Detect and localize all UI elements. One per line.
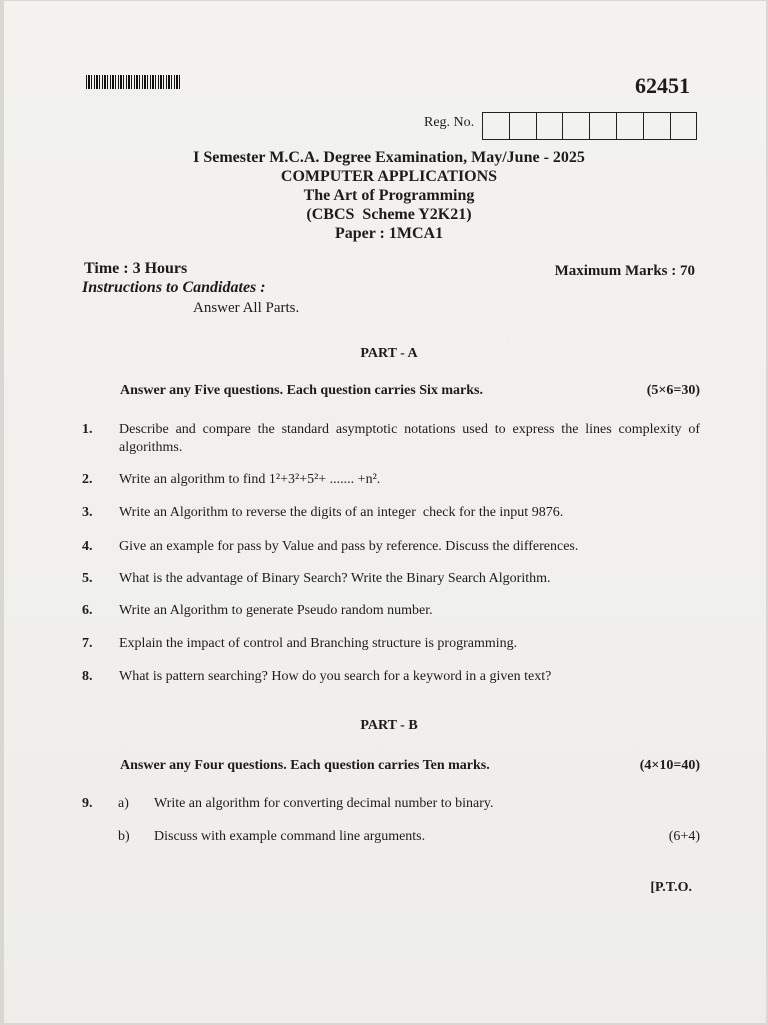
reg-no-label: Reg. No.: [424, 115, 475, 130]
question-number: 5.: [82, 571, 93, 586]
reg-box: [510, 113, 537, 139]
part-b-title: PART - B: [360, 718, 418, 733]
paper-number: Paper : 1MCA1: [334, 225, 444, 242]
question-number: 8.: [82, 669, 93, 684]
exam-header: [4, 148, 768, 243]
subquestion-text: Write an algorithm for converting decimal number to binary.: [154, 796, 494, 811]
reg-box: [671, 113, 697, 139]
question-number: 7.: [82, 636, 93, 651]
time-allowed: Time : 3 Hours: [84, 260, 188, 277]
question-number: 9.: [82, 796, 93, 811]
part-a-title: PART - A: [360, 346, 418, 361]
question-number: 2.: [82, 472, 93, 487]
instructions-label: Instructions to Candidates :: [82, 279, 266, 296]
maximum-marks: Maximum Marks : 70: [554, 263, 695, 279]
barcode: [86, 75, 180, 89]
exam-title: I Semester M.C.A. Degree Examination, May/June - 2025: [193, 149, 585, 166]
part-a-instruction: [120, 383, 700, 399]
question-text: What is the advantage of Binary Search? Write the Binary Search Algorithm.: [119, 571, 551, 586]
exam-paper: [4, 1, 766, 1023]
subquestion-marks: (6+4): [668, 829, 700, 844]
reg-box: [483, 113, 510, 139]
part-b-instruction: [120, 758, 700, 774]
question-number: 1.: [82, 422, 93, 437]
question-text: Explain the impact of control and Branching structure is programming.: [119, 636, 518, 651]
subquestion-label: b): [118, 829, 130, 844]
question-text: What is pattern searching? How do you search for a keyword in a given text?: [119, 669, 552, 684]
reg-box: [590, 113, 617, 139]
scheme: (CBCS Scheme Y2K21): [306, 206, 472, 223]
part-a-instruction-text: Answer any Five questions. Each question carries Six marks.: [120, 383, 483, 398]
subquestion-label: a): [118, 796, 129, 811]
part-b-instruction-text: Answer any Four questions. Each question carries Ten marks.: [120, 758, 490, 773]
reg-no-boxes: [482, 112, 697, 140]
question-number: 4.: [82, 539, 93, 554]
question-number: 3.: [82, 505, 93, 520]
question-text: Write an Algorithm to generate Pseudo random number.: [119, 603, 433, 618]
please-turn-over: [P.T.O.: [650, 880, 692, 895]
reg-box: [563, 113, 590, 139]
question-text: Write an Algorithm to reverse the digits of an integer check for the input 9876.: [119, 505, 564, 520]
part-a-marks: (5×6=30): [646, 383, 700, 398]
question-text: Describe and compare the standard asymptotic notations used to express the lines complexity of algorithms.: [119, 422, 700, 455]
question-text: Write an algorithm to find 1²+3²+5²+ ....... +n².: [119, 472, 381, 487]
reg-box: [537, 113, 564, 139]
reg-box: [644, 113, 671, 139]
course-title: The Art of Programming: [303, 187, 475, 204]
subject: COMPUTER APPLICATIONS: [280, 168, 498, 185]
instructions-text: Answer All Parts.: [193, 300, 300, 316]
paper-code: 62451: [635, 73, 690, 98]
part-b-marks: (4×10=40): [639, 758, 700, 773]
subquestion-text: Discuss with example command line arguments.: [154, 829, 426, 844]
question-text: Give an example for pass by Value and pass by reference. Discuss the differences.: [119, 539, 579, 554]
reg-box: [617, 113, 644, 139]
question-number: 6.: [82, 603, 93, 618]
